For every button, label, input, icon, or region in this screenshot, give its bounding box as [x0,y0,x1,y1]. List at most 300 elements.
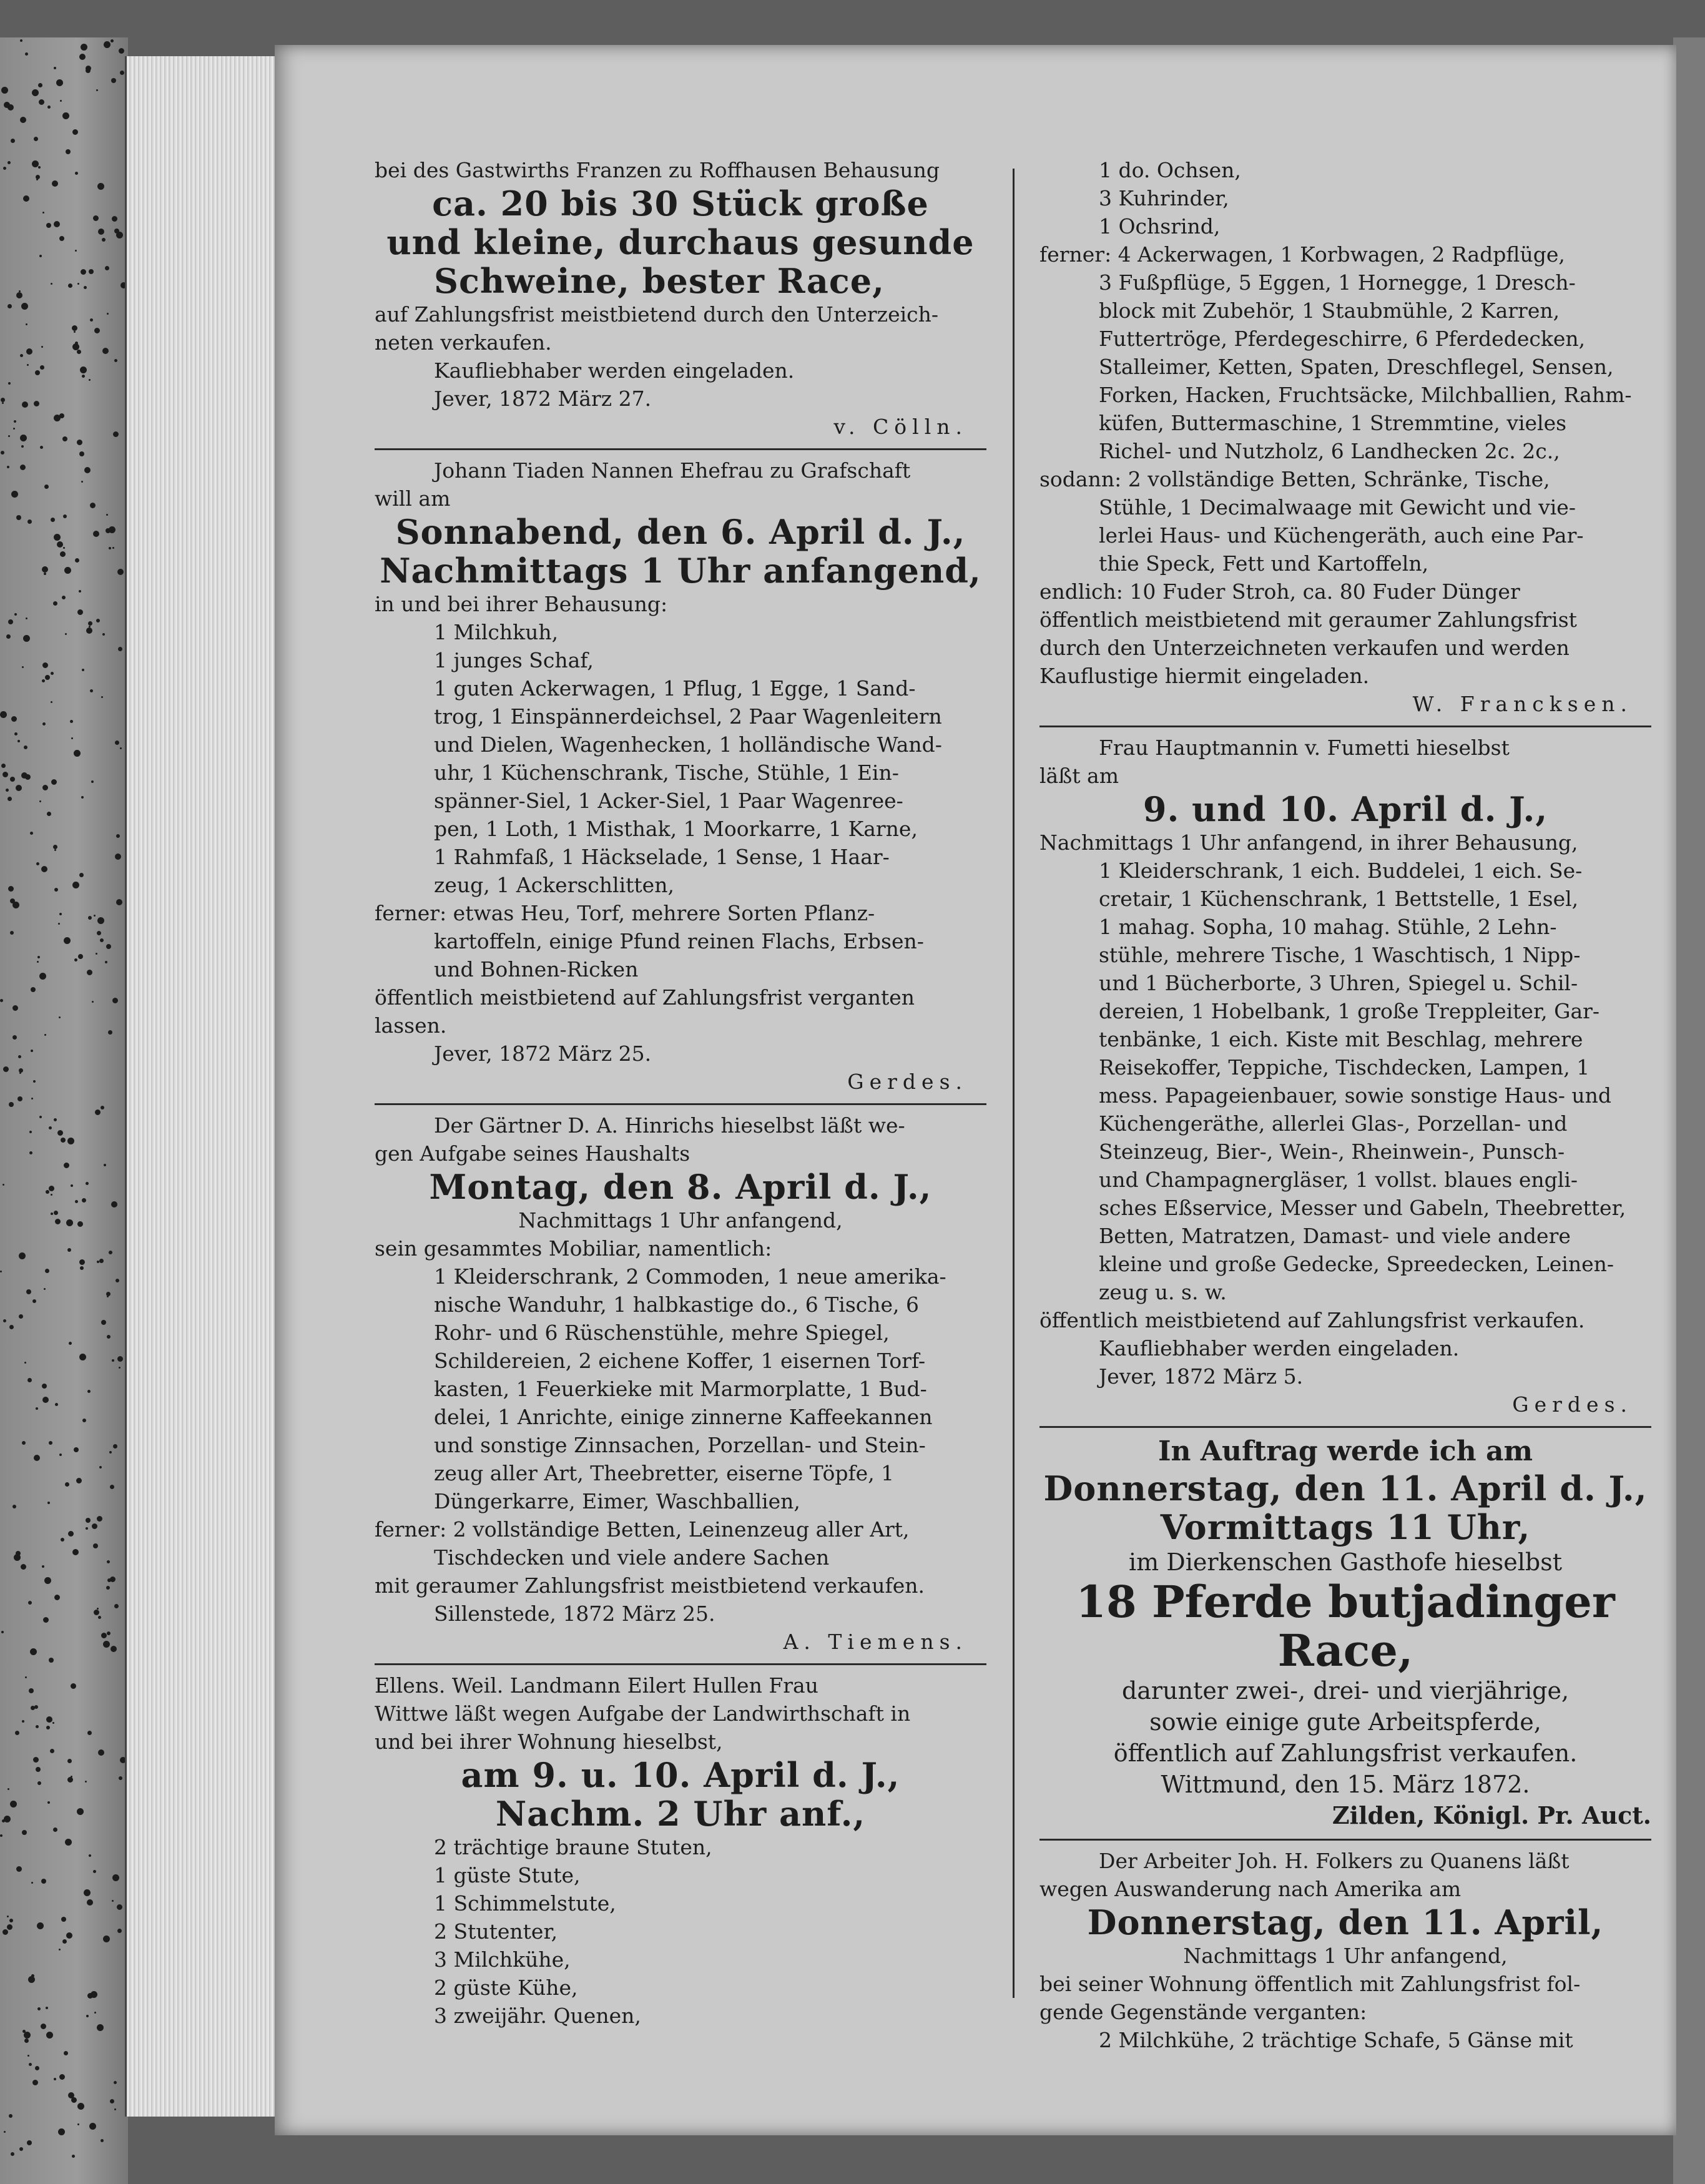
list-item: und sonstige Zinnsachen, Porzellan- und Stein- [434,1433,926,1457]
ad-headline-line: und kleine, durchaus gesunde [386,222,975,262]
ad-intro-line: Frau Hauptmannin v. Fumetti hieselbst [1099,735,1510,760]
cover-speck [37,1922,44,1929]
cover-speck [26,323,27,325]
cover-speck [44,1288,46,1290]
cover-speck [47,1502,50,1504]
cover-speck [51,283,52,285]
cover-speck [110,1485,114,1489]
cover-speck [38,166,41,169]
list-item: kasten, 1 Feuerkieke mit Marmorplatte, 1 Bud- [434,1377,927,1401]
cover-speck [101,1106,104,1109]
ad-body-line: auf Zahlungsfrist meistbietend durch den Unterzeich- [375,302,939,327]
cover-speck [42,722,46,726]
cover-speck [93,1870,96,1873]
cover-speck [7,161,11,164]
cover-speck [86,2015,89,2017]
cover-speck [89,269,94,274]
cover-speck [37,2007,41,2010]
ad-signature: v. Cölln. [833,415,968,439]
advertisement-pferde [1039,1434,1651,1831]
cover-speck [84,286,87,289]
ad-time: Nachm. 2 Uhr anf., [495,1794,866,1834]
cover-speck [2,1929,8,1935]
cover-speck [64,937,71,944]
cover-speck [51,779,57,785]
cover-speck [98,1749,104,1756]
cover-speck [36,1767,41,1772]
cover-speck [77,350,81,354]
cover-speck [10,777,15,782]
cover-speck [46,2032,53,2039]
cover-speck [51,1213,53,1215]
cover-speck [103,1641,110,1648]
ad-body-line: Reisekoffer, Teppiche, Tischdecken, Lampen, 1 [1099,1055,1590,1080]
cover-speck [82,669,84,671]
cover-speck [107,1631,111,1635]
cover-speck [53,1827,57,1832]
cover-speck [3,167,6,170]
ad-body-line: 2 Milchkühe, 2 trächtige Schafe, 5 Gänse mit [1099,2028,1573,2052]
ad-body-line: stühle, mehrere Tische, 1 Waschtisch, 1 Nipp- [1099,943,1581,967]
cover-speck [23,195,29,202]
cover-speck [89,1854,91,1857]
cover-speck [40,365,44,370]
cover-speck [97,917,104,924]
ad-body-line: dereien, 1 Hobelbank, 1 große Treppleiter, Gar- [1099,999,1600,1023]
cover-speck [92,1523,97,1529]
ad-body-line: zeug u. s. w. [1099,1280,1227,1304]
cover-speck [62,1939,67,1944]
cover-speck [87,1731,92,1735]
cover-speck [25,774,31,780]
cover-speck [60,551,66,557]
cover-speck [39,800,41,802]
list-item: 1 Rahmfaß, 1 Häckselade, 1 Sense, 1 Haar- [434,845,890,869]
ad-ferner-line: küfen, Buttermaschine, 1 Stremmtine, vieles [1099,411,1567,435]
cover-speck [79,1354,86,1360]
cover-speck [89,379,91,381]
cover-speck [72,882,79,888]
cover-speck [29,1688,34,1693]
cover-speck [61,1138,66,1143]
cover-speck [49,1126,52,1129]
cover-speck [19,1252,26,1259]
cover-speck [111,1201,117,1208]
cover-speck [68,2092,74,2098]
cover-speck [88,621,92,626]
ad-time: Nachmittags 1 Uhr anfangend, [380,551,981,591]
list-item: delei, 1 Anrichte, einige zinnerne Kaffeekannen [434,1405,933,1429]
ad-date: Montag, den 8. April d. J., [429,1167,932,1207]
cover-speck [17,740,20,742]
cover-speck [12,902,19,908]
cover-speck [17,1096,22,1101]
cover-speck [29,1151,32,1154]
ad-headline-line: ca. 20 bis 30 Stück große [432,184,929,224]
cover-speck [8,382,11,385]
ad-ferner-line: Tischdecken und viele andere Sachen [434,1545,830,1570]
cover-speck [27,2055,29,2057]
cover-speck [29,1131,32,1133]
cover-speck [74,958,77,962]
ad-intro-line: wegen Auswanderung nach Amerika am [1039,1877,1462,1901]
cover-speck [49,1186,54,1191]
cover-speck [36,862,39,865]
book-cover-edge [0,37,128,2184]
ad-place-date: Jever, 1872 März 5. [1099,1364,1304,1389]
cover-speck [67,1138,74,1144]
cover-speck [71,1184,73,1187]
cover-speck [108,1030,112,1035]
cover-speck [89,2123,96,2130]
cover-speck [20,435,27,441]
cover-speck [51,1194,52,1196]
advertisement-hullen-continued [1039,156,1651,718]
cover-speck [106,1292,111,1296]
cover-speck [81,269,86,275]
cover-speck [29,2063,32,2066]
cover-speck [109,526,115,533]
cover-speck [62,112,69,119]
cover-speck [92,1001,94,1003]
cover-speck [34,401,39,406]
cover-speck [34,137,38,141]
cover-speck [2,1819,5,1822]
ad-separator [375,1103,986,1105]
cover-speck [19,1068,23,1073]
cover-speck [32,2080,38,2085]
cover-speck [45,675,50,680]
cover-speck [120,71,124,75]
cover-speck [111,1646,117,1652]
cover-speck [46,2007,48,2009]
cover-speck [16,1866,22,1872]
cover-speck [12,1005,18,1011]
ad-time: Nachmittags 1 Uhr anfangend, [1183,1944,1508,1968]
cover-speck [72,2155,75,2158]
cover-speck [74,750,81,757]
cover-speck [44,1034,46,1036]
cover-speck [106,514,108,516]
ad-sodann-line: lerlei Haus- und Küchengeräth, auch eine Par- [1099,523,1584,548]
cover-speck [25,1676,27,1678]
ad-body-line: darunter zwei-, drei- und vierjährige, [1121,1677,1570,1704]
cover-speck [66,149,71,154]
ad-signature: Gerdes. [1512,1392,1633,1417]
cover-speck [15,1731,19,1735]
cover-speck [69,1342,72,1345]
cover-speck [19,290,21,292]
cover-speck [39,99,44,105]
cover-speck [7,304,12,308]
cover-speck [2,402,4,404]
cover-speck [47,106,51,109]
cover-speck [54,1211,58,1215]
cover-speck [52,1722,54,1724]
cover-speck [54,1595,60,1600]
cover-speck [31,1098,33,1099]
cover-speck [115,853,121,860]
cover-speck [55,1219,61,1224]
list-item: 2 güste Kühe, [434,1975,578,2000]
cover-speck [54,415,61,421]
cover-speck [96,89,98,91]
advertisement-nannen [375,456,986,1096]
cover-speck [39,1116,42,1118]
ad-ferner-line: block mit Zubehör, 1 Staubmühle, 2 Karren, [1099,298,1560,323]
cover-speck [78,954,83,959]
cover-speck [27,519,32,524]
cover-speck [114,2108,116,2110]
ad-body-line: Nachmittags 1 Uhr anfangend, in ihrer Behausung, [1039,830,1578,855]
cover-speck [99,1466,102,1468]
cover-speck [59,1949,61,1950]
ad-place-date: Sillenstede, 1872 März 25. [434,1601,715,1626]
cover-speck [33,1757,39,1763]
cover-speck [107,1560,110,1563]
cover-speck [22,1830,27,1835]
ad-endlich-line: endlich: 10 Fuder Stroh, ca. 80 Fuder Dünger [1039,579,1520,604]
ad-ferner-line: Futtertröge, Pferdegeschirre, 6 Pferdedecken, [1099,327,1586,351]
ad-sodann-line: sodann: 2 vollständige Betten, Schränke, Tische, [1039,467,1550,491]
ad-separator [1039,1839,1651,1841]
ad-invite: Kaufliebhaber werden eingeladen. [434,358,795,383]
list-item: pen, 1 Loth, 1 Misthak, 1 Moorkarre, 1 Karne, [434,817,918,841]
list-item: uhr, 1 Küchenschrank, Tische, Stühle, 1 Ein- [434,760,899,785]
cover-speck [60,100,62,102]
cover-speck [110,1577,115,1582]
cover-speck [32,89,39,96]
cover-speck [98,1616,101,1619]
cover-speck [80,366,87,373]
cover-speck [36,1725,39,1728]
cover-speck [84,1889,91,1896]
cover-speck [7,1924,12,1930]
ad-endlich-line: öffentlich meistbietend mit geraumer Zahlungsfrist [1039,607,1577,632]
cover-speck [54,1118,57,1121]
cover-speck [6,634,11,639]
cover-speck [102,348,109,354]
ad-intro-line: Wittwe läßt wegen Aufgabe der Landwirthschaft in [375,1701,911,1726]
cover-speck [39,973,46,980]
cover-speck [51,672,54,675]
cover-speck [10,1801,17,1808]
cover-speck [112,998,118,1003]
cover-speck [106,1586,110,1590]
cover-speck [117,1356,123,1362]
cover-speck [77,609,83,615]
cover-speck [28,1601,32,1605]
list-item: 1 guten Ackerwagen, 1 Pflug, 1 Egge, 1 Sand- [434,676,916,701]
cover-speck [64,567,71,574]
ad-place-date: Wittmund, den 15. März 1872. [1161,1771,1530,1798]
list-item: 1 Milchkuh, [434,620,559,644]
ad-intro-line: und bei ihrer Wohnung hieselbst, [375,1729,723,1754]
cover-speck [6,789,9,792]
ad-separator [375,448,986,450]
cover-speck [113,1444,117,1449]
cover-speck [47,812,51,816]
cover-speck [54,534,61,541]
list-item: 3 Milchkühe, [434,1947,571,1972]
cover-speck [42,785,48,790]
cover-speck [20,354,23,357]
cover-speck [58,2128,65,2135]
cover-speck [72,129,78,135]
ad-closing: öffentlich meistbietend auf Zahlungsfrist verkaufen. [1039,1308,1585,1332]
ad-date: Sonnabend, den 6. April d. J., [395,512,966,552]
ad-body-line: kleine und große Gedecke, Spreedecken, Leinen- [1099,1252,1614,1276]
ad-intro-line: Der Arbeiter Joh. H. Folkers zu Quanens läßt [1099,1849,1570,1873]
cover-speck [21,1564,26,1570]
cover-speck [75,558,79,563]
ad-body-line: sches Eßservice, Messer und Gabeln, Theebretter, [1099,1196,1626,1220]
cover-speck [81,44,87,51]
list-item: 3 zweijähr. Quenen, [434,2004,641,2028]
cover-speck [37,961,39,963]
cover-speck [9,2114,12,2118]
cover-speck [54,888,58,892]
cover-speck [76,1478,82,1483]
cover-speck [55,1403,58,1406]
cover-speck [37,1781,41,1785]
cover-speck [94,328,100,333]
cover-speck [54,2078,56,2080]
cover-speck [2,772,8,777]
cover-speck [52,180,58,187]
cover-speck [77,2103,84,2110]
cover-speck [96,953,97,955]
list-item: zeug aller Art, Theebretter, eiserne Töpfe, 1 [434,1461,895,1485]
cover-speck [82,1419,86,1422]
column-divider [1013,169,1015,1998]
cover-speck [117,569,124,575]
cover-speck [0,999,3,1002]
cover-speck [75,342,78,345]
cover-speck [91,780,94,783]
cover-speck [31,1974,34,1977]
cover-speck [115,740,119,745]
list-item: 2 trächtige braune Stuten, [434,1835,712,1859]
cover-speck [20,39,22,42]
cover-speck [18,1055,21,1058]
ad-body-line: Betten, Matratzen, Damast- und viele andere [1099,1224,1571,1248]
cover-speck [3,1066,9,1072]
cover-speck [42,679,45,682]
cover-speck [42,212,44,214]
cover-speck [86,1518,91,1523]
cover-speck [89,626,91,627]
cover-speck [88,916,92,920]
cover-speck [67,1759,72,1763]
cover-speck [112,1900,114,1902]
cover-speck [42,662,48,668]
cover-speck [91,1991,97,1998]
cover-speck [77,440,82,445]
cover-speck [24,1362,26,1364]
cover-speck [107,1335,111,1339]
cover-speck [65,633,67,635]
cover-speck [2,1184,4,1186]
ad-ferner-line: und Bohnen-Ricken [434,957,639,981]
cover-speck [56,79,63,86]
cover-speck [49,1658,54,1663]
list-item: Schildereien, 2 eichene Koffer, 1 eisernen Torf- [434,1349,926,1373]
cover-speck [21,445,24,448]
ad-place: im Dierkenschen Gasthofe hieselbst [1129,1548,1562,1576]
cover-speck [1,1631,4,1633]
cover-speck [22,2030,26,2033]
cover-speck [27,1378,32,1382]
list-item: nische Wanduhr, 1 halbkastige do., 6 Tische, 6 [434,1292,919,1317]
cover-speck [119,1367,120,1369]
left-column [375,156,986,2030]
cover-speck [32,1299,36,1303]
cover-speck [99,1259,104,1263]
ad-body-line: gende Gegenstände verganten: [1039,2000,1367,2024]
ad-signature: Zilden, Königl. Pr. Auct. [1332,1801,1651,1829]
ad-body-line: bei seiner Wohnung öffentlich mit Zahlungsfrist fol- [1039,1972,1581,1996]
ad-separator [1039,726,1651,727]
list-item: Düngerkarre, Eimer, Waschballien, [434,1489,800,1513]
cover-speck [84,467,91,473]
cover-speck [16,515,21,520]
ad-separator [1039,1426,1651,1428]
advertisement-hullen [375,1671,986,2030]
ad-body-line: und Champagnergläser, 1 vollst. blaues engli- [1099,1168,1578,1192]
ad-body-line: sowie einige gute Arbeitspferde, [1149,1708,1541,1736]
ad-body-line: 1 Kleiderschrank, 1 eich. Buddelei, 1 eich. Se- [1099,858,1583,883]
ad-body-line: tenbänke, 1 eich. Kiste mit Beschlag, mehrere [1099,1027,1583,1051]
ad-closing-line: lassen. [375,1013,447,1038]
cover-speck [36,175,40,179]
cover-speck [63,547,65,549]
cover-speck [119,48,124,54]
cover-speck [75,1200,78,1203]
cover-speck [7,104,14,111]
ad-intro: In Auftrag werde ich am [1157,1435,1533,1467]
ad-lead: sein gesammtes Mobiliar, namentlich: [375,1236,772,1261]
cover-speck [63,514,67,518]
cover-speck [97,1516,102,1522]
cover-speck [26,348,32,355]
ad-date: Donnerstag, den 11. April d. J., [1043,1468,1648,1508]
cover-speck [26,1289,31,1294]
cover-speck [1,87,8,94]
ad-separator [375,1663,986,1665]
cover-speck [26,617,27,619]
cover-speck [50,1749,54,1753]
cover-speck [113,431,119,437]
cover-speck [74,1447,79,1452]
cover-speck [45,1269,49,1273]
cover-speck [59,236,64,241]
cover-speck [112,1874,119,1881]
advertisement-hinrichs [375,1111,986,1656]
list-item: spänner-Siel, 1 Acker-Siel, 1 Paar Wagenree- [434,789,903,813]
cover-speck [81,481,83,483]
cover-speck [10,931,14,935]
cover-speck [9,1102,14,1107]
cover-speck [31,1706,35,1710]
cover-speck [11,139,15,143]
list-item: 1 Schimmelstute, [434,1891,616,1916]
cover-speck [90,318,93,322]
ad-sodann-line: Stühle, 1 Decimalwaage mit Gewicht und vie- [1099,495,1576,519]
cover-speck [65,1839,72,1846]
cover-speck [1,451,4,455]
ad-body-line: mess. Papageienbauer, sowie sonstige Haus- und [1099,1083,1612,1108]
